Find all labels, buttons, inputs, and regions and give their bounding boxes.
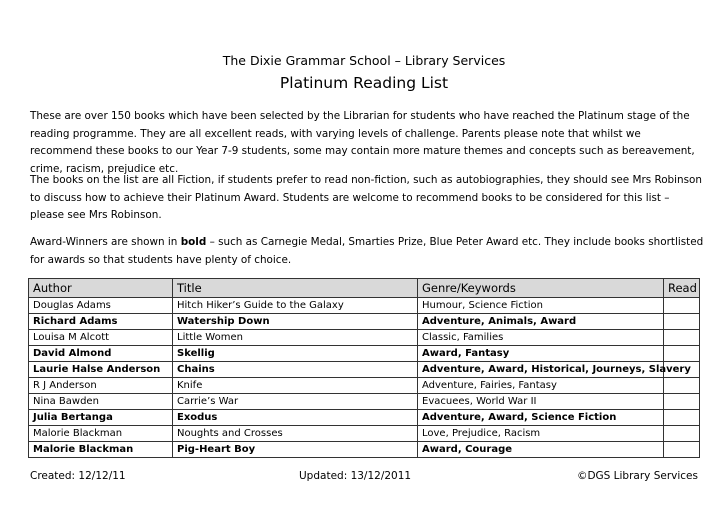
table-row bbox=[29, 410, 700, 426]
award-note-before: Award-Winners are shown in bbox=[30, 236, 181, 248]
table-row bbox=[29, 426, 700, 442]
author-cell: Nina Bawden bbox=[29, 394, 173, 410]
table-row bbox=[29, 314, 700, 330]
title-cell: Watership Down bbox=[173, 314, 418, 330]
read-checkbox-cell[interactable] bbox=[664, 330, 700, 346]
updated-date: Updated: 13/12/2011 bbox=[299, 470, 412, 482]
author-cell: Richard Adams bbox=[29, 314, 173, 330]
intro-paragraph-3 bbox=[30, 234, 704, 269]
author-cell: Louisa M Alcott bbox=[29, 330, 173, 346]
author-column-header: Author bbox=[29, 279, 173, 298]
title-cell: Hitch Hiker’s Guide to the Galaxy bbox=[173, 298, 418, 314]
table-row bbox=[29, 442, 700, 458]
table-body bbox=[29, 298, 700, 458]
award-note-after: – such as Carnegie Medal, Smarties Prize, Blue Peter Award etc. They include books shortlisted for awards so that students have plenty of choice. bbox=[30, 236, 704, 266]
read-checkbox-cell[interactable] bbox=[664, 378, 700, 394]
award-note-bold: bold bbox=[180, 236, 207, 248]
table-row bbox=[29, 394, 700, 410]
title-cell: Knife bbox=[173, 378, 418, 394]
title-cell: Little Women bbox=[173, 330, 418, 346]
copyright: ©DGS Library Services bbox=[576, 470, 698, 482]
table-row bbox=[29, 378, 700, 394]
created-date: Created: 12/12/11 bbox=[30, 470, 126, 482]
genre-cell: Adventure, Award, Historical, Journeys, Slavery bbox=[418, 362, 664, 378]
read-checkbox-cell[interactable] bbox=[664, 426, 700, 442]
author-cell: David Almond bbox=[29, 346, 173, 362]
genre-cell: Evacuees, World War II bbox=[418, 394, 664, 410]
reading-list-table bbox=[28, 278, 700, 458]
genre-cell: Adventure, Award, Science Fiction bbox=[418, 410, 664, 426]
title-cell: Exodus bbox=[173, 410, 418, 426]
title-cell: Pig-Heart Boy bbox=[173, 442, 418, 458]
genre-cell: Adventure, Animals, Award bbox=[418, 314, 664, 330]
read-checkbox-cell[interactable] bbox=[664, 314, 700, 330]
title-cell: Carrie’s War bbox=[173, 394, 418, 410]
genre-cell: Award, Courage bbox=[418, 442, 664, 458]
title-cell: Skellig bbox=[173, 346, 418, 362]
page-title: Platinum Reading List bbox=[279, 74, 449, 92]
genre-cell: Love, Prejudice, Racism bbox=[418, 426, 664, 442]
author-cell: Douglas Adams bbox=[29, 298, 173, 314]
table-header-row bbox=[29, 279, 700, 298]
author-cell: Laurie Halse Anderson bbox=[29, 362, 173, 378]
genre-cell: Humour, Science Fiction bbox=[418, 298, 664, 314]
read-checkbox-cell[interactable] bbox=[664, 442, 700, 458]
genre-cell: Classic, Families bbox=[418, 330, 664, 346]
read-column-header: Read bbox=[664, 279, 700, 298]
read-checkbox-cell[interactable] bbox=[664, 298, 700, 314]
read-checkbox-cell[interactable] bbox=[664, 346, 700, 362]
genre-column-header: Genre/Keywords bbox=[418, 279, 664, 298]
genre-cell: Adventure, Fairies, Fantasy bbox=[418, 378, 664, 394]
intro-paragraph-1: These are over 150 books which have been selected by the Librarian for students who have reached the Platinum stage of the reading programme. They are all excellent reads, with varying levels of challenge. Parents please note that whilst we recommend these books to our Year 7-9 students, some may contain more mature themes and concepts such as bereavement, crime, racism, prejudice etc. bbox=[30, 110, 695, 175]
title-cell: Noughts and Crosses bbox=[173, 426, 418, 442]
read-checkbox-cell[interactable] bbox=[664, 410, 700, 426]
table-row bbox=[29, 362, 700, 378]
author-cell: R J Anderson bbox=[29, 378, 173, 394]
table-row bbox=[29, 330, 700, 346]
school-name: The Dixie Grammar School – Library Services bbox=[222, 53, 506, 68]
table-row bbox=[29, 298, 700, 314]
title-cell: Chains bbox=[173, 362, 418, 378]
intro-paragraph-2: The books on the list are all Fiction, if students prefer to read non-fiction, such as autobiographies, they should see Mrs Robinson to discuss how to achieve their Platinum Award. Students are welcome to recommend books to be considered for this list – please see Mrs Robinson. bbox=[30, 174, 702, 222]
genre-cell: Award, Fantasy bbox=[418, 346, 664, 362]
author-cell: Malorie Blackman bbox=[29, 426, 173, 442]
author-cell: Julia Bertanga bbox=[29, 410, 173, 426]
table-row bbox=[29, 346, 700, 362]
read-checkbox-cell[interactable] bbox=[664, 394, 700, 410]
author-cell: Malorie Blackman bbox=[29, 442, 173, 458]
title-column-header: Title bbox=[173, 279, 418, 298]
